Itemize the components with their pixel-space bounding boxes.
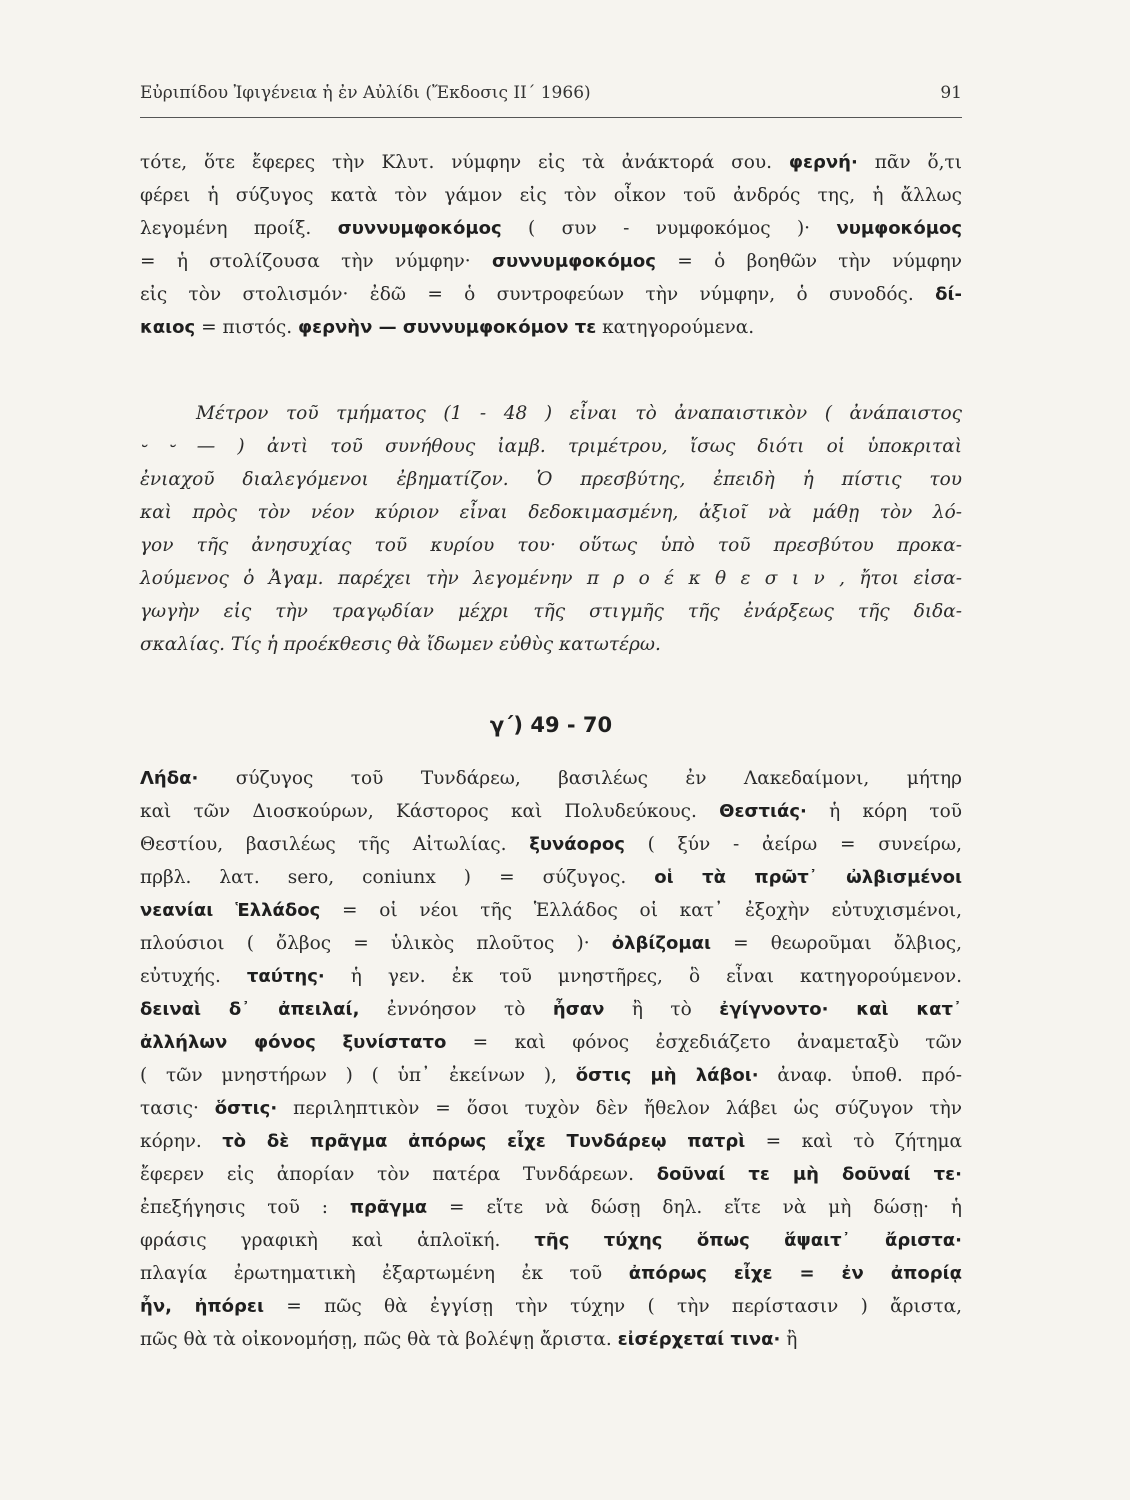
text-run: = θεωροῦμαι ὄλβιος, bbox=[711, 933, 962, 954]
lemma-term: ἦσαν bbox=[552, 999, 605, 1020]
text-line bbox=[140, 311, 962, 344]
text-run: = εἴτε νὰ δώσῃ δηλ. εἴτε νὰ μὴ δώσῃ· ἡ bbox=[427, 1197, 962, 1218]
lemma-term: ξυνάορος bbox=[529, 834, 625, 855]
lemma-term: ταύτης· bbox=[246, 966, 325, 987]
page-number: 91 bbox=[940, 83, 962, 103]
lemma-term: ἀλλήλων φόνος ξυνίστατο bbox=[140, 1032, 447, 1053]
italic-text-line: ⏑ ⏑ — ) ἀντὶ τοῦ συνήθους ἰαμβ. τριμέτρου, ἴσως διότι οἱ ὑποκριταὶ bbox=[140, 436, 962, 457]
text-run: ἡ γεν. ἐκ τοῦ μνηστῆρες, ὃ εἶναι κατηγορούμενον. bbox=[324, 966, 962, 987]
text-run: ἢ τὸ bbox=[604, 999, 720, 1020]
lemma-term: τὸ δὲ πρᾶγμα ἀπόρως εἶχε Τυνδάρεῳ πατρὶ bbox=[222, 1131, 746, 1152]
header-rule bbox=[140, 117, 962, 118]
text-run: τασις· bbox=[140, 1098, 215, 1119]
text-line bbox=[140, 1125, 962, 1158]
text-line bbox=[140, 861, 962, 894]
text-run: = πῶς θὰ ἐγγίσῃ τὴν τύχην ( τὴν περίστασιν ) ἄριστα, bbox=[263, 1296, 962, 1317]
running-header bbox=[140, 82, 962, 104]
lemma-term: δοῦναί τε μὴ δοῦναί τε· bbox=[656, 1164, 962, 1185]
text-run: σύζυγος τοῦ Τυνδάρεω, βασιλέως ἐν Λακεδαίμονι, μήτηρ bbox=[198, 768, 962, 789]
meter-note-paragraph bbox=[140, 397, 962, 661]
commentary-paragraph-1 bbox=[140, 146, 962, 344]
text-run: ( συν - νυμφοκόμος )· bbox=[501, 218, 837, 239]
lemma-term: ὅστις μὴ λάβοι· bbox=[575, 1065, 759, 1086]
text-line bbox=[140, 828, 962, 861]
italic-text-line: σκαλίας. Τίς ἡ προέκθεσις θὰ ἴδωμεν εὐθὺς κατωτέρω. bbox=[140, 634, 661, 655]
italic-text-line: Μέτρον τοῦ τμήματος (1 - 48 ) εἶναι τὸ ἀναπαιστικὸν ( ἀνάπαιστος bbox=[196, 403, 962, 424]
text-line bbox=[140, 1257, 962, 1290]
text-run: = πιστός. bbox=[195, 317, 299, 338]
text-line bbox=[140, 762, 962, 795]
italic-text-line: ἐνιαχοῦ διαλεγόμενοι ἐβηματίζον. Ὁ πρεσβύτης, ἐπειδὴ ἡ πίστις του bbox=[140, 469, 962, 490]
text-line bbox=[140, 927, 962, 960]
section-heading: γ΄) 49 - 70 bbox=[489, 713, 613, 737]
lemma-term: συννυμφοκόμος bbox=[491, 251, 656, 272]
text-run: = ἡ στολίζουσα τὴν νύμφην· bbox=[140, 251, 492, 272]
lemma-term: οἱ τὰ πρῶτ᾽ ὠλβισμένοι bbox=[654, 867, 962, 888]
lemma-term: φερνὴν — συννυμφοκόμον τε bbox=[298, 317, 597, 338]
text-run: = καὶ φόνος ἐσχεδιάζετο ἀναμεταξὺ τῶν bbox=[446, 1032, 962, 1053]
text-line bbox=[140, 1323, 962, 1356]
lemma-term: πρᾶγμα bbox=[349, 1197, 428, 1218]
text-run: πλαγία ἐρωτηματικὴ ἐξαρτωμένη ἐκ τοῦ bbox=[140, 1263, 629, 1284]
lemma-term: καιος bbox=[140, 317, 196, 338]
lemma-term: ἦν, ἠπόρει bbox=[140, 1296, 264, 1317]
lemma-term: νυμφοκόμος bbox=[836, 218, 962, 239]
lemma-term: Λήδα· bbox=[140, 768, 199, 789]
text-run: περιληπτικὸν = ὅσοι τυχὸν δὲν ἤθελον λάβει ὡς σύζυγον τὴν bbox=[277, 1098, 962, 1119]
text-line bbox=[140, 146, 962, 179]
lemma-term: εἰσέρχεταί τινα· bbox=[617, 1329, 781, 1350]
lemma-term: ἀπόρως εἶχε = ἐν ἀπορίᾳ bbox=[628, 1263, 963, 1284]
text-run: πρβλ. λατ. sero, coniunx ) = σύζυγος. bbox=[140, 867, 655, 888]
text-line bbox=[140, 212, 962, 245]
italic-text-line: καὶ πρὸς τὸν νέον κύριον εἶναι δεδοκιμασμένη, ἀξιοῖ νὰ μάθῃ τὸν λό- bbox=[140, 502, 962, 523]
text-run: φέρει ἡ σύζυγος κατὰ τὸν γάμον εἰς τὸν οἶκον τοῦ ἀνδρός της, ἡ ἄλλως bbox=[140, 185, 962, 206]
lemma-term: ὅστις· bbox=[214, 1098, 278, 1119]
text-run: ( ξύν - ἀείρω = συνείρω, bbox=[624, 834, 962, 855]
text-run: ἡ κόρη τοῦ bbox=[806, 801, 962, 822]
text-run: ἐπεξήγησις τοῦ : bbox=[140, 1197, 350, 1218]
text-run: Θεστίου, βασιλέως τῆς Αἰτωλίας. bbox=[140, 834, 530, 855]
text-run: ἔφερεν εἰς ἀπορίαν τὸν πατέρα Τυνδάρεων. bbox=[140, 1164, 657, 1185]
text-run: κατηγορούμενα. bbox=[596, 317, 755, 338]
lemma-term: Θεστιάς· bbox=[719, 801, 807, 822]
text-run: ἢ bbox=[780, 1329, 798, 1350]
text-run: πῶς θὰ τὰ οἰκονομήσῃ, πῶς θὰ τὰ βολέψῃ ἄριστα. bbox=[140, 1329, 618, 1350]
text-line bbox=[140, 894, 962, 927]
text-line bbox=[140, 1191, 962, 1224]
lemma-term: νεανίαι Ἑλλάδος bbox=[140, 900, 321, 921]
text-run: = καὶ τὸ ζήτημα bbox=[745, 1131, 962, 1152]
lemma-term: συννυμφοκόμος bbox=[337, 218, 502, 239]
text-run: λεγομένη προίξ. bbox=[140, 218, 338, 239]
text-run: = ὁ βοηθῶν τὴν νύμφην bbox=[655, 251, 962, 272]
lemma-term: δειναὶ δ᾽ ἀπειλαί, bbox=[140, 999, 360, 1020]
italic-text-line: λούμενος ὁ Ἀγαμ. παρέχει τὴν λεγομένην π ρ ο έ κ θ ε σ ι ν , ἤτοι εἰσα- bbox=[140, 568, 962, 589]
italic-text-line: γωγὴν εἰς τὴν τραγῳδίαν μέχρι τῆς στιγμῆς τῆς ἐνάρξεως τῆς διδα- bbox=[140, 601, 962, 622]
lemma-term: δί- bbox=[935, 284, 962, 305]
lemma-term: τῆς τύχης ὅπως ἅψαιτ᾽ ἄριστα· bbox=[534, 1230, 962, 1251]
text-line bbox=[140, 1290, 962, 1323]
commentary-paragraph-2 bbox=[140, 762, 962, 1356]
text-run: ἐννόησον τὸ bbox=[359, 999, 553, 1020]
text-line bbox=[140, 245, 962, 278]
lemma-term: ἐγίγνοντο· καὶ κατ᾽ bbox=[719, 999, 962, 1020]
text-run: = οἱ νέοι τῆς Ἑλλάδος οἱ κατ᾽ ἐξοχὴν εὐτυχισμένοι, bbox=[320, 900, 962, 921]
text-line bbox=[140, 993, 962, 1026]
text-line bbox=[140, 1158, 962, 1191]
text-run: ( τῶν μνηστήρων ) ( ὑπ᾽ ἐκείνων ), bbox=[140, 1065, 576, 1086]
header-title-group bbox=[140, 82, 591, 104]
text-run: ἀναφ. ὑποθ. πρό- bbox=[758, 1065, 963, 1086]
header-title: Εὐριπίδου Ἰφιγένεια ἡ ἐν Αὐλίδι (Ἔκδοσις bbox=[140, 83, 508, 103]
header-edition: ΙΙ΄ 1966) bbox=[513, 83, 591, 103]
text-line bbox=[140, 1092, 962, 1125]
text-line bbox=[140, 1026, 962, 1059]
lemma-term: φερνή· bbox=[788, 152, 858, 173]
text-run: τότε, ὅτε ἔφερες τὴν Κλυτ. νύμφην εἰς τὰ ἀνάκτορά σου. bbox=[140, 152, 789, 173]
lemma-term: ὀλβίζομαι bbox=[611, 933, 712, 954]
text-line bbox=[140, 960, 962, 993]
text-run: πᾶν ὅ,τι bbox=[857, 152, 963, 173]
text-run: κόρην. bbox=[140, 1131, 223, 1152]
text-line bbox=[140, 278, 962, 311]
italic-text-line: γον τῆς ἀνησυχίας τοῦ κυρίου του· οὕτως ὑπὸ τοῦ πρεσβύτου προκα- bbox=[140, 535, 962, 556]
text-run: εὐτυχής. bbox=[140, 966, 247, 987]
text-line bbox=[140, 1059, 962, 1092]
text-run: εἰς τὸν στολισμόν· ἐδῶ = ὁ συντροφεύων τὴν νύμφην, ὁ συνοδός. bbox=[140, 284, 936, 305]
text-line bbox=[140, 1224, 962, 1257]
text-line bbox=[140, 795, 962, 828]
text-run: φράσις γραφικὴ καὶ ἁπλοϊκή. bbox=[140, 1230, 535, 1251]
text-run: καὶ τῶν Διοσκούρων, Κάστορος καὶ Πολυδεύκους. bbox=[140, 801, 720, 822]
text-line bbox=[140, 179, 962, 212]
text-run: πλούσιοι ( ὄλβος = ὑλικὸς πλοῦτος )· bbox=[140, 933, 612, 954]
